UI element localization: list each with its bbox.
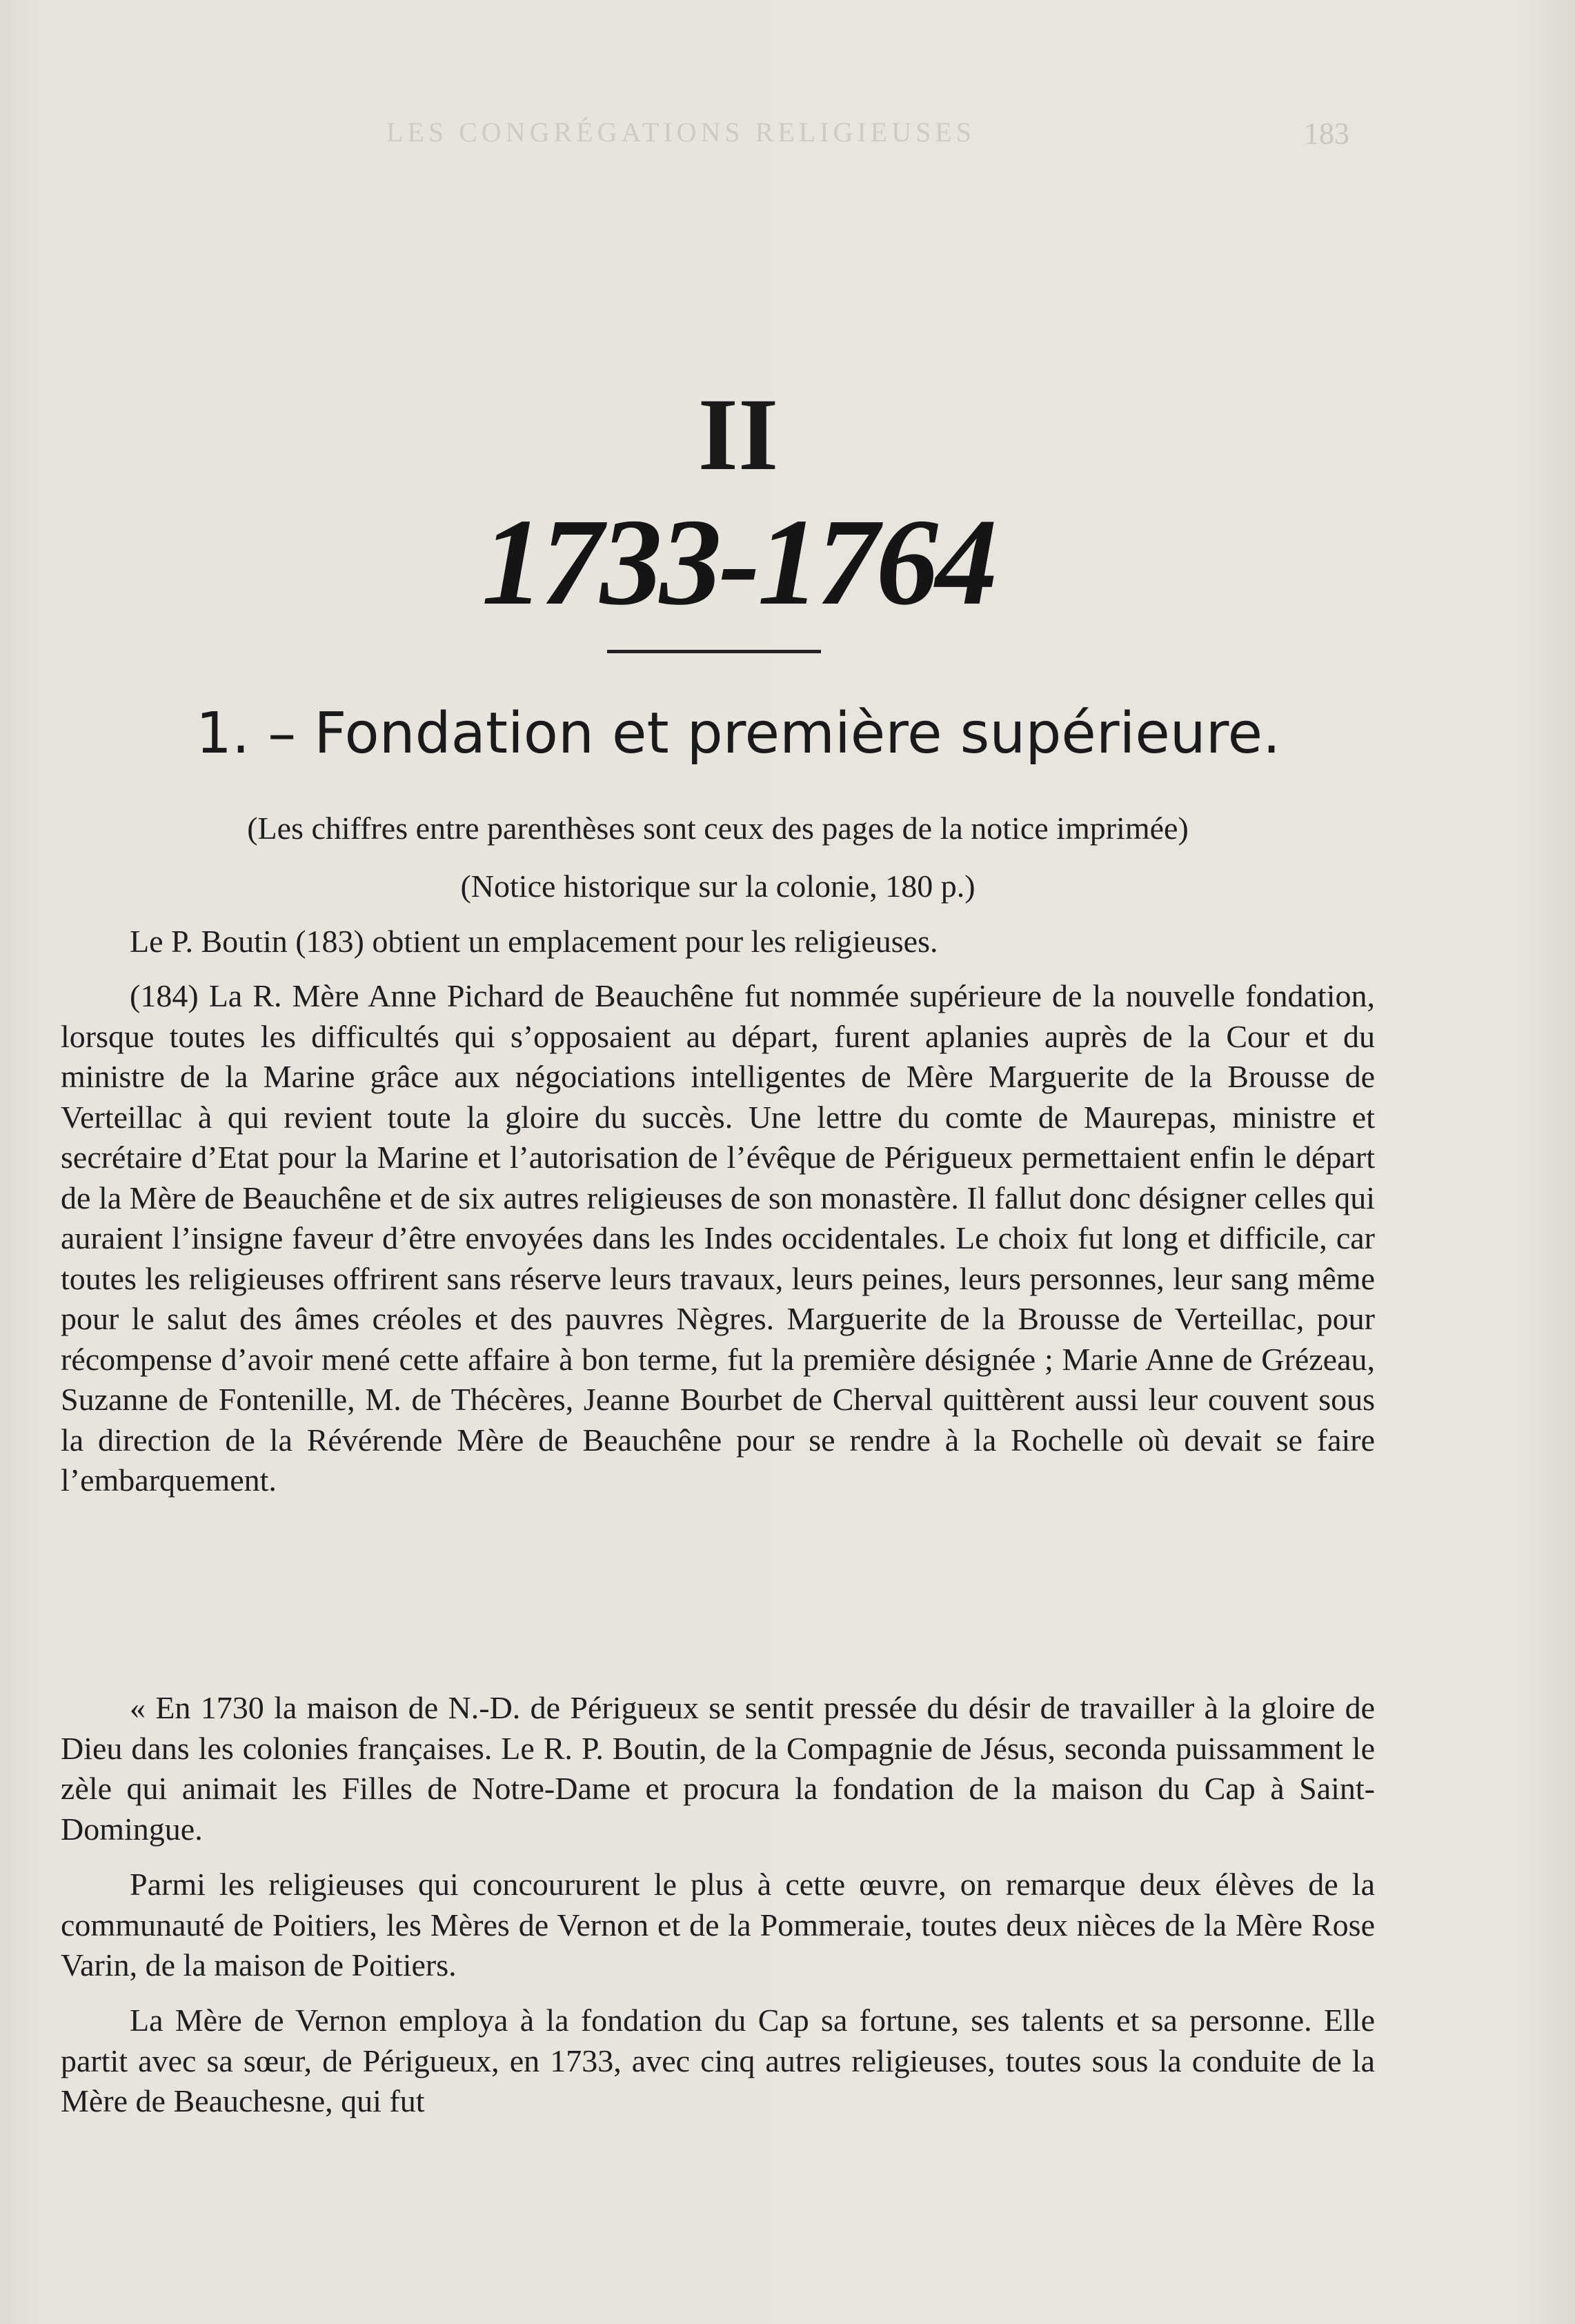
title-divider bbox=[607, 650, 821, 653]
body-paragraph-1 bbox=[61, 922, 1375, 962]
body-paragraph-2 bbox=[61, 976, 1375, 1501]
bleed-through-running-header: LES CONGRÉGATIONS RELIGIEUSES bbox=[386, 117, 975, 148]
paragraph-text: La Mère de Vernon employa à la fondation du Cap sa fortune, ses talents et sa personne. Elle partit avec sa sœur, de Périgueux, en 1733, avec cinq autres religieuses, toutes sous la conduite de la Mère de Beauchesne, qui fut bbox=[61, 2003, 1375, 2118]
bleed-through-page-number: 183 bbox=[1304, 117, 1349, 150]
paragraph-text: (184) La R. Mère Anne Pichard de Beauchêne fut nommée supérieure de la nouvelle fondation, lorsque toutes les difficultés qui s’opposaient au départ, furent aplanies auprès de la Cour et du ministre de la Marine grâce aux négociations intelligentes de Mère Marguerite de la Brousse de Verteillac à qui revient toute la gloire du succès. Une lettre du comte de Maurepas, ministre et secrétaire d’Etat pour la Marine et l’autorisation de l’évêque de Périgueux permettaient enfin le départ de la Mère de Beauchêne et de six autres religieuses de son monastère. Il fallut donc désigner celles qui auraient l’insigne faveur d’être envoyées dans les Indes occidentales. Le choix fut long et difficile, car toutes les religieuses offrirent sans réserve leurs travaux, leurs peines, leurs personnes, leur sang même pour le salut des âmes créoles et des pauvres Nègres. Marguerite de la Brousse de Verteillac, pour récompense d’avoir mené cette affaire à bon terme, fut la première désignée ; Marie Anne de Grézeau, Suzanne de Fontenille, M. de Thécères, Jeanne Bourbet de Cherval quittèrent aussi leur couvent sous la direction de la Révérende Mère de Beauchêne pour se rendre à la Rochelle où devait se faire l’embarquement. bbox=[61, 978, 1375, 1498]
body-paragraph-3 bbox=[61, 1688, 1375, 1849]
note-line-2: (Notice historique sur la colonie, 180 p.) bbox=[460, 868, 975, 904]
paragraph-text: « En 1730 la maison de N.-D. de Périgueux se sentit pressée du désir de travailler à la gloire de Dieu dans les colonies françaises. Le R. P. Boutin, de la Compagnie de Jésus, seconda puissamment le zèle qui animait les Filles de Notre-Dame et procura la fondation de la maison du Cap à Saint-Domingue. bbox=[61, 1690, 1375, 1847]
body-paragraph-5 bbox=[61, 2000, 1375, 2122]
paragraph-text: Le P. Boutin (183) obtient un emplacement pour les religieuses. bbox=[130, 924, 938, 959]
section-title: 1. – Fondation et première supérieure. bbox=[195, 701, 1281, 766]
note-line-1: (Les chiffres entre parenthèses sont ceux des pages de la notice imprimée) bbox=[247, 811, 1189, 846]
body-paragraph-4 bbox=[61, 1865, 1375, 1986]
paragraph-text: Parmi les religieuses qui concoururent le plus à cette œuvre, on remarque deux élèves de la communauté de Poitiers, les Mères de Vernon et de la Pommeraie, toutes deux nièces de la Mère Rose Varin, de la maison de Poitiers. bbox=[61, 1867, 1375, 1983]
chapter-number: II bbox=[697, 377, 779, 492]
chapter-years: 1733-1764 bbox=[482, 493, 995, 630]
